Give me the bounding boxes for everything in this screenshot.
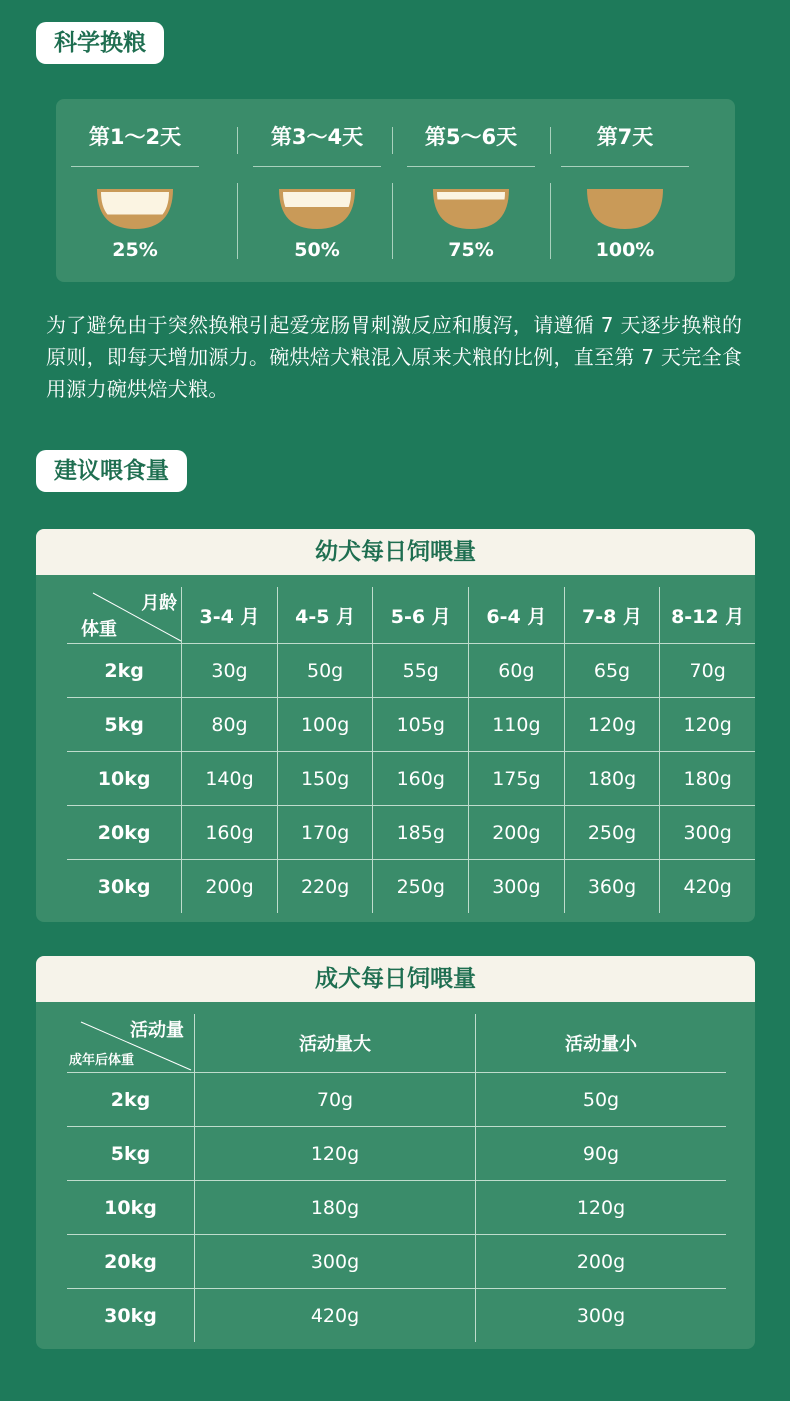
row-header-weight: 30kg <box>67 1289 195 1343</box>
column-separator <box>237 127 238 154</box>
day-column-2 <box>242 99 392 282</box>
table-cell: 65g <box>564 644 660 698</box>
table-cell: 180g <box>564 752 660 806</box>
day-column-1 <box>60 99 210 282</box>
divider-line <box>71 166 199 167</box>
puppy-feeding-table <box>36 529 755 922</box>
table-cell: 300g <box>195 1235 476 1289</box>
table-row <box>67 1289 726 1343</box>
table-row <box>67 644 755 698</box>
table-row <box>67 1181 726 1235</box>
table-cell: 180g <box>660 752 755 806</box>
corner-bottom-label: 成年后体重 <box>69 1053 135 1068</box>
column-header: 4-5 月 <box>277 587 373 644</box>
table-cell: 420g <box>195 1289 476 1343</box>
day-label: 第1～2天 <box>88 125 182 149</box>
section-title-feeding: 建议喂食量 <box>36 450 187 492</box>
food-switch-card <box>56 99 735 282</box>
corner-top-label: 活动量 <box>130 1020 184 1041</box>
table-cell: 100g <box>277 698 373 752</box>
table-cell: 160g <box>373 752 469 806</box>
column-separator <box>392 127 393 154</box>
table-cell: 105g <box>373 698 469 752</box>
table-row <box>67 1127 726 1181</box>
table-cell: 300g <box>476 1289 727 1343</box>
column-header: 5-6 月 <box>373 587 469 644</box>
table-cell: 120g <box>476 1181 727 1235</box>
table-row <box>67 752 755 806</box>
adult-grid <box>67 1014 726 1342</box>
table-cell: 50g <box>277 644 373 698</box>
header-row <box>67 587 755 644</box>
table-row <box>67 806 755 860</box>
column-header: 7-8 月 <box>564 587 660 644</box>
table-cell: 120g <box>564 698 660 752</box>
table-cell: 180g <box>195 1181 476 1235</box>
day-column-3 <box>396 99 546 282</box>
table-cell: 110g <box>469 698 565 752</box>
row-header-weight: 20kg <box>67 806 182 860</box>
bowl-icon <box>431 185 511 231</box>
column-header: 6-4 月 <box>469 587 565 644</box>
table-title: 成犬每日饲喂量 <box>36 956 755 1002</box>
bowl-icon <box>95 185 175 231</box>
table-row <box>67 698 755 752</box>
corner-top-label: 月龄 <box>141 593 178 614</box>
corner-bottom-label: 体重 <box>81 619 117 640</box>
day-column-4 <box>550 99 700 282</box>
column-separator <box>237 183 238 259</box>
table-cell: 420g <box>660 860 755 914</box>
row-header-weight: 10kg <box>67 1181 195 1235</box>
table-cell: 250g <box>564 806 660 860</box>
column-header: 8-12 月 <box>671 605 745 628</box>
table-row <box>67 1235 726 1289</box>
column-header: 3-4 月 <box>182 587 278 644</box>
table-cell: 150g <box>277 752 373 806</box>
table-title: 幼犬每日饲喂量 <box>36 529 755 575</box>
table-cell: 200g <box>469 806 565 860</box>
divider-line <box>561 166 689 167</box>
column-header: 活动量大 <box>195 1014 476 1073</box>
day-label: 第5～6天 <box>424 125 518 149</box>
column-header: 活动量小 <box>565 1034 637 1055</box>
table-cell: 200g <box>182 860 278 914</box>
table-cell: 90g <box>476 1127 727 1181</box>
header-row <box>67 1014 726 1073</box>
table-cell: 140g <box>182 752 278 806</box>
table-cell: 300g <box>660 806 755 860</box>
puppy-grid <box>67 587 755 913</box>
column-separator <box>392 183 393 259</box>
table-cell: 250g <box>373 860 469 914</box>
row-header-weight: 2kg <box>67 1073 195 1127</box>
percent-label: 100% <box>595 239 655 261</box>
percent-label: 50% <box>294 239 340 261</box>
bowl-icon <box>277 185 357 231</box>
corner-cell <box>67 1014 195 1073</box>
table-cell: 300g <box>469 860 565 914</box>
table-cell: 30g <box>182 644 278 698</box>
row-header-weight: 10kg <box>67 752 182 806</box>
table-cell: 170g <box>277 806 373 860</box>
percent-label: 25% <box>112 239 158 261</box>
table-cell: 80g <box>182 698 278 752</box>
switch-description: 为了避免由于突然换粮引起爱宠肠胃刺激反应和腹泻，请遵循 7 天逐步换粮的原则，即每天增加源力。碗烘焙犬粮混入原来犬粮的比例，直至第 7 天完全食用源力碗烘焙犬粮。 <box>46 313 743 401</box>
table-cell: 70g <box>660 644 755 698</box>
day-label: 第7天 <box>596 125 654 149</box>
table-cell: 220g <box>277 860 373 914</box>
table-cell: 55g <box>373 644 469 698</box>
day-label: 第3～4天 <box>270 125 364 149</box>
row-header-weight: 20kg <box>67 1235 195 1289</box>
row-header-weight: 5kg <box>67 698 182 752</box>
table-cell: 120g <box>660 698 755 752</box>
table-cell: 200g <box>476 1235 727 1289</box>
bowl-icon <box>585 185 665 231</box>
row-header-weight: 2kg <box>67 644 182 698</box>
table-cell: 60g <box>469 644 565 698</box>
row-header-weight: 5kg <box>67 1127 195 1181</box>
corner-cell <box>67 587 182 644</box>
table-cell: 160g <box>182 806 278 860</box>
table-cell: 360g <box>564 860 660 914</box>
table-row <box>67 1073 726 1127</box>
row-header-weight: 30kg <box>67 860 182 914</box>
table-row <box>67 860 755 914</box>
divider-line <box>407 166 535 167</box>
percent-label: 75% <box>448 239 494 261</box>
adult-feeding-table <box>36 956 755 1349</box>
section-title-switch: 科学换粮 <box>36 22 164 64</box>
table-cell: 185g <box>373 806 469 860</box>
table-cell: 70g <box>195 1073 476 1127</box>
divider-line <box>253 166 381 167</box>
table-cell: 175g <box>469 752 565 806</box>
table-cell: 120g <box>195 1127 476 1181</box>
table-cell: 50g <box>476 1073 727 1127</box>
